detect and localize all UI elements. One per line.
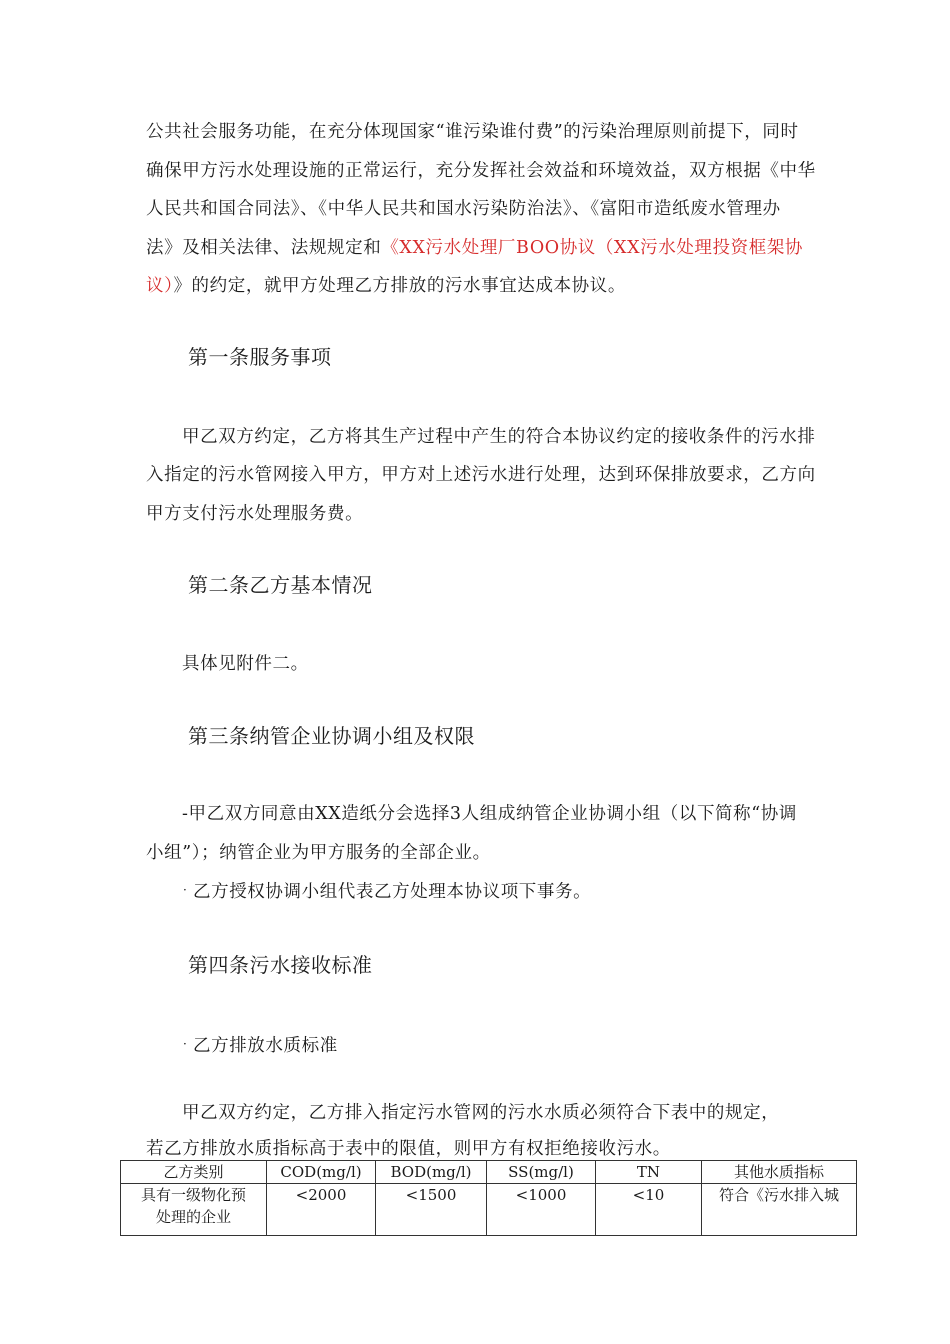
para1-line2: 确保甲方污水处理设施的正常运行，充分发挥社会效益和环境效益，双方根据《中华 xyxy=(146,161,816,181)
bod-cell: <1500 xyxy=(376,1184,487,1236)
header-cell: COD(mg/l) xyxy=(267,1161,376,1184)
table-row xyxy=(121,1184,857,1236)
header-cell: TN xyxy=(596,1161,702,1184)
article3-line2: 小组”）；纳管企业为甲方服务的全部企业。 xyxy=(146,843,491,863)
para1-line1: 公共社会服务功能，在充分体现国家“谁污染谁付费”的污染治理原则前提下，同时 xyxy=(146,122,799,142)
article3-line3: 乙方授权协调小组代表乙方处理本协议项下事务。 xyxy=(193,882,592,902)
article4-subheading: 乙方排放水质标准 xyxy=(193,1036,338,1056)
article3-line1: -甲乙双方同意由XX造纸分会选择3人组成纳管企业协调小组（以下简称“协调 xyxy=(182,804,798,824)
para1-line4-text: 法》及相关法律、法规规定和 xyxy=(146,238,382,258)
category-cell xyxy=(121,1184,267,1236)
article1-heading: 第一条服务事项 xyxy=(188,345,332,369)
article4-heading: 第四条污水接收标准 xyxy=(188,953,373,977)
header-cell: BOD(mg/l) xyxy=(376,1161,487,1184)
para1-line5-text: 》的约定，就甲方处理乙方排放的污水事宜达成本协议。 xyxy=(173,276,626,296)
bullet-mark: · xyxy=(183,1037,187,1051)
article4-line1: 甲乙双方约定，乙方排入指定污水管网的污水水质必须符合下表中的规定， xyxy=(182,1103,780,1123)
header-cell: 其他水质指标 xyxy=(702,1161,857,1184)
category-line1: 具有一级物化预 xyxy=(140,1186,246,1204)
bullet-mark: · xyxy=(183,883,187,897)
header-cell: 乙方类别 xyxy=(121,1161,267,1184)
article1-line3: 甲方支付污水处理服务费。 xyxy=(146,504,364,524)
article4-line2: 若乙方排放水质指标高于表中的限值，则甲方有权拒绝接收污水。 xyxy=(146,1139,671,1159)
article1-line2: 入指定的污水管网接入甲方，甲方对上述污水进行处理，达到环保排放要求，乙方向 xyxy=(146,465,816,485)
para1-line5-red: 议） xyxy=(146,276,174,296)
para1-line4 xyxy=(146,236,803,260)
table-header-row xyxy=(121,1161,857,1184)
category-line2: 处理的企业 xyxy=(155,1208,231,1226)
other-cell: 符合《污水排入城 xyxy=(702,1184,857,1236)
tn-cell: <10 xyxy=(596,1184,702,1236)
cod-cell: <2000 xyxy=(267,1184,376,1236)
para1-line3: 人民共和国合同法》、《中华人民共和国水污染防治法》、《富阳市造纸废水管理办 xyxy=(146,199,781,219)
para1-line4-red: 《XX污水处理厂BOO协议（XX污水处理投资框架协 xyxy=(381,238,804,258)
article3-heading: 第三条纳管企业协调小组及权限 xyxy=(188,724,475,748)
article2-heading: 第二条乙方基本情况 xyxy=(188,573,373,597)
header-cell: SS(mg/l) xyxy=(487,1161,596,1184)
article2-line1: 具体见附件二。 xyxy=(182,654,309,674)
ss-cell: <1000 xyxy=(487,1184,596,1236)
water-quality-table xyxy=(120,1160,857,1236)
article1-line1: 甲乙双方约定，乙方将其生产过程中产生的符合本协议约定的接收条件的污水排 xyxy=(182,427,816,447)
para1-line5 xyxy=(146,274,626,298)
